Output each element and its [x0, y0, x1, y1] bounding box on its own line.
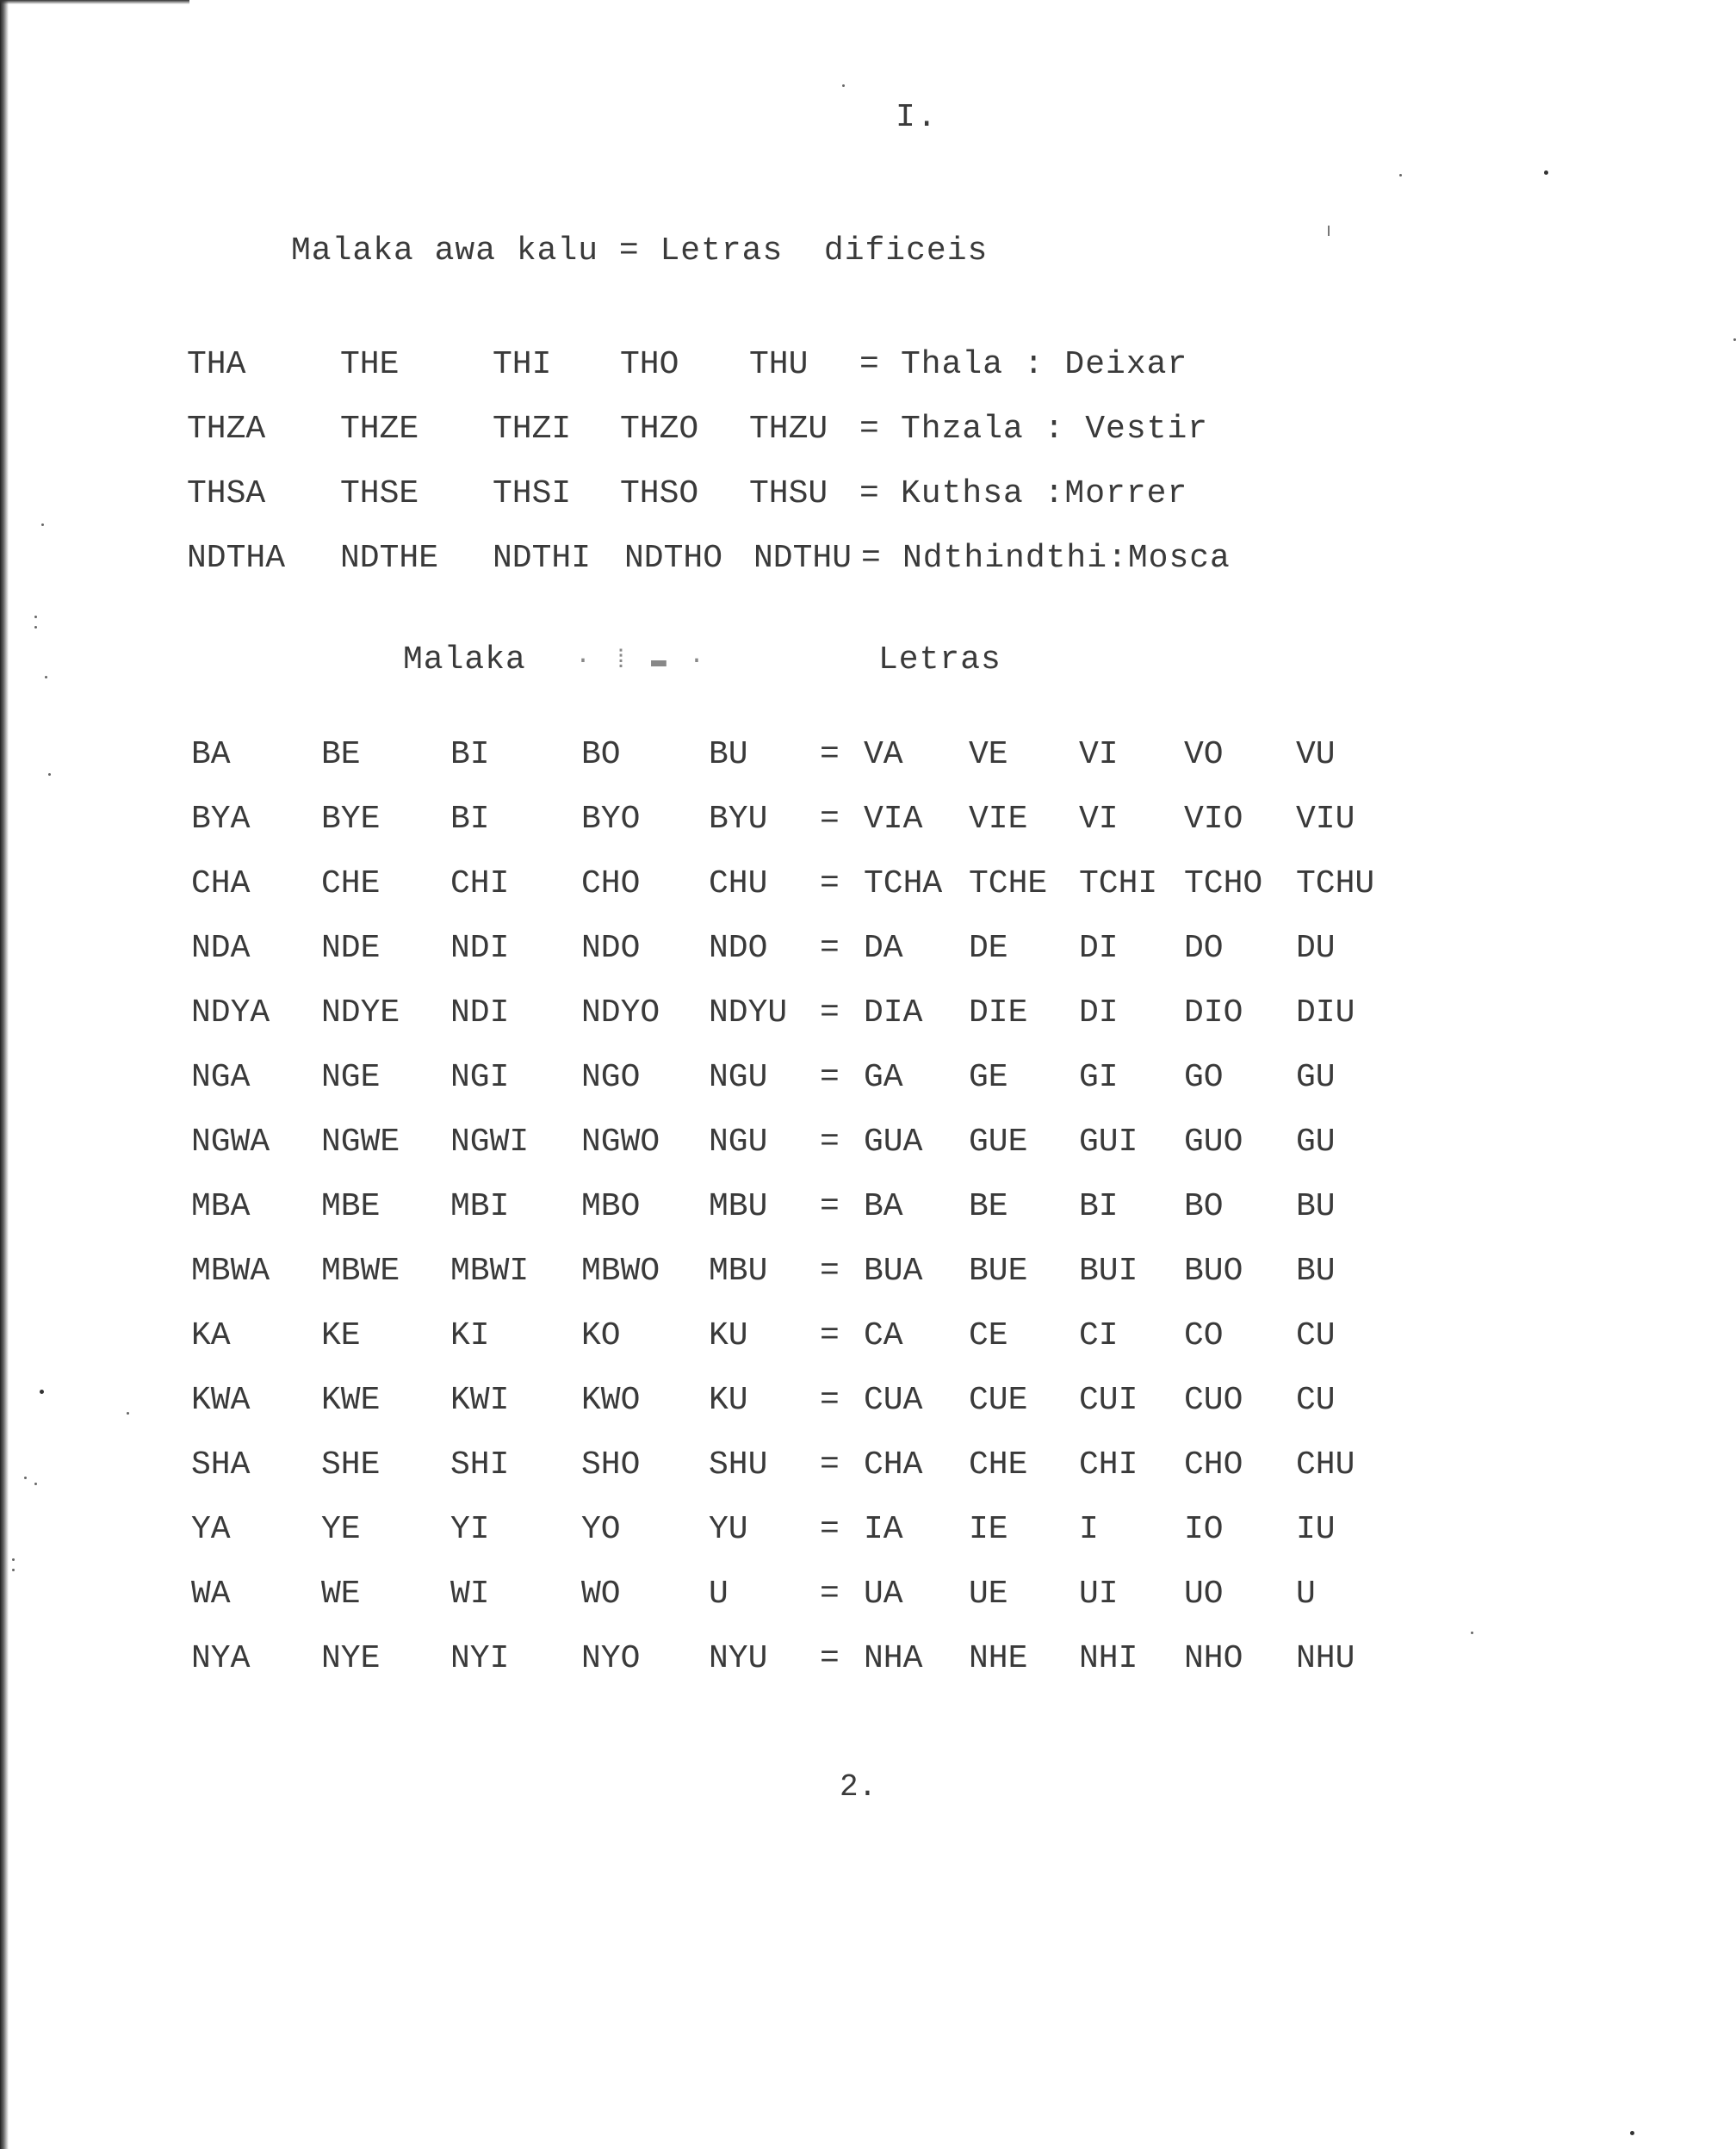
equals-sign: = — [820, 1382, 840, 1419]
portuguese-equivalent: GE — [969, 1059, 1008, 1096]
syllable-row — [0, 1576, 1736, 1619]
syllable: MBE — [321, 1188, 381, 1225]
syllable: KWA — [191, 1382, 251, 1419]
syllable-row — [0, 1511, 1736, 1554]
portuguese-equivalent: VIE — [969, 801, 1028, 838]
syllable: NYA — [191, 1640, 251, 1677]
syllable: NGU — [709, 1124, 768, 1161]
syllable: KI — [450, 1317, 490, 1354]
portuguese-equivalent: CE — [969, 1317, 1008, 1354]
word-translation: Kuthsa :Morrer — [901, 475, 1188, 512]
section-heading-difficult-letters: Malaka awa kalu = Letras dificeis — [291, 232, 989, 269]
syllable: BU — [709, 736, 748, 773]
portuguese-equivalent: BUI — [1079, 1253, 1138, 1290]
portuguese-equivalent: CU — [1296, 1382, 1336, 1419]
syllable: CHI — [450, 865, 510, 902]
syllable: KE — [321, 1317, 361, 1354]
portuguese-equivalent: GUA — [864, 1124, 923, 1161]
syllable: YI — [450, 1511, 490, 1548]
portuguese-equivalent: NHU — [1296, 1640, 1355, 1677]
syllable: NGWO — [581, 1124, 660, 1161]
syllable: NDTHI — [493, 540, 592, 577]
syllable: THO — [620, 346, 679, 383]
portuguese-equivalent: IU — [1296, 1511, 1336, 1548]
syllable: MBWA — [191, 1253, 270, 1290]
syllable: NDO — [709, 930, 768, 967]
syllable: THA — [187, 346, 246, 383]
syllable: THSI — [493, 475, 572, 512]
syllable: KWI — [450, 1382, 510, 1419]
syllable-row — [0, 1188, 1736, 1231]
portuguese-equivalent: VU — [1296, 736, 1336, 773]
heading-word-letras: Letras — [878, 641, 1001, 678]
portuguese-equivalent: CUE — [969, 1382, 1028, 1419]
syllable: MBWO — [581, 1253, 660, 1290]
portuguese-equivalent: BA — [864, 1188, 903, 1225]
portuguese-equivalent: BI — [1079, 1188, 1119, 1225]
syllable: KO — [581, 1317, 621, 1354]
syllable: NYI — [450, 1640, 510, 1677]
syllable-row — [0, 930, 1736, 973]
portuguese-equivalent: GO — [1184, 1059, 1224, 1096]
portuguese-equivalent: DIO — [1184, 994, 1243, 1031]
portuguese-equivalent: DI — [1079, 994, 1119, 1031]
portuguese-equivalent: BUA — [864, 1253, 923, 1290]
equals-sign: = — [820, 994, 840, 1031]
syllable: BYO — [581, 801, 641, 838]
syllable: BI — [450, 801, 490, 838]
syllable: NDI — [450, 930, 510, 967]
syllable: NGWE — [321, 1124, 400, 1161]
syllable: THSO — [620, 475, 699, 512]
portuguese-equivalent: GA — [864, 1059, 903, 1096]
scan-speck — [12, 1558, 15, 1561]
syllable: THU — [749, 346, 809, 383]
portuguese-equivalent: DA — [864, 930, 903, 967]
portuguese-equivalent: BUE — [969, 1253, 1028, 1290]
syllable: THSA — [187, 475, 266, 512]
syllable: WE — [321, 1576, 361, 1613]
syllable: SHU — [709, 1446, 768, 1483]
portuguese-equivalent: NHI — [1079, 1640, 1138, 1677]
syllable: SHA — [191, 1446, 251, 1483]
scan-speck — [1471, 1632, 1473, 1634]
portuguese-equivalent: GUI — [1079, 1124, 1138, 1161]
syllable: THZA — [187, 411, 266, 448]
portuguese-equivalent: UA — [864, 1576, 903, 1613]
portuguese-equivalent: BO — [1184, 1188, 1224, 1225]
scan-edge-top — [0, 0, 189, 4]
syllable: NGA — [191, 1059, 251, 1096]
syllable-row — [0, 1446, 1736, 1489]
syllable: MBU — [709, 1253, 768, 1290]
syllable: MBWI — [450, 1253, 530, 1290]
syllable: CHE — [321, 865, 381, 902]
syllable: KWE — [321, 1382, 381, 1419]
portuguese-equivalent: IA — [864, 1511, 903, 1548]
portuguese-equivalent: BU — [1296, 1253, 1336, 1290]
syllable-row — [0, 865, 1736, 908]
syllable: NDI — [450, 994, 510, 1031]
equals-sign: = — [820, 930, 840, 967]
syllable-row — [0, 994, 1736, 1037]
equals-sign: = — [820, 1446, 840, 1483]
portuguese-equivalent: CUI — [1079, 1382, 1138, 1419]
portuguese-equivalent: GU — [1296, 1124, 1336, 1161]
portuguese-equivalent: DE — [969, 930, 1008, 967]
syllable: SHO — [581, 1446, 641, 1483]
syllable: BYE — [321, 801, 381, 838]
portuguese-equivalent: CHI — [1079, 1446, 1138, 1483]
portuguese-equivalent: DI — [1079, 930, 1119, 967]
portuguese-equivalent: DU — [1296, 930, 1336, 967]
scan-speck — [1544, 170, 1548, 175]
portuguese-equivalent: TCHU — [1296, 865, 1375, 902]
portuguese-equivalent: CHA — [864, 1446, 923, 1483]
section-heading-letters — [403, 641, 1350, 827]
portuguese-equivalent: GU — [1296, 1059, 1336, 1096]
syllable: THZO — [620, 411, 699, 448]
syllable: BI — [450, 736, 490, 773]
syllable: SHE — [321, 1446, 381, 1483]
portuguese-equivalent: VO — [1184, 736, 1224, 773]
syllable: NGE — [321, 1059, 381, 1096]
equals-sign: = — [820, 1317, 840, 1354]
portuguese-equivalent: GUE — [969, 1124, 1028, 1161]
portuguese-equivalent: VIU — [1296, 801, 1355, 838]
syllable: BYA — [191, 801, 251, 838]
portuguese-equivalent: UE — [969, 1576, 1008, 1613]
syllable: BE — [321, 736, 361, 773]
equals-sign: = — [820, 1511, 840, 1548]
syllable-row — [0, 1253, 1736, 1296]
syllable-row — [0, 1382, 1736, 1425]
syllable: YA — [191, 1511, 231, 1548]
equals-sign: = — [820, 1124, 840, 1161]
portuguese-equivalent: CUA — [864, 1382, 923, 1419]
portuguese-equivalent: CUO — [1184, 1382, 1243, 1419]
syllable: NDTHA — [187, 540, 286, 577]
syllable: WA — [191, 1576, 231, 1613]
bottom-page-number: 2. — [840, 1769, 877, 1805]
portuguese-equivalent: IE — [969, 1511, 1008, 1548]
syllable: NGI — [450, 1059, 510, 1096]
portuguese-equivalent: TCHI — [1079, 865, 1158, 902]
syllable: NDYE — [321, 994, 400, 1031]
syllable: KU — [709, 1317, 748, 1354]
syllable: MBA — [191, 1188, 251, 1225]
portuguese-equivalent: TCHA — [864, 865, 943, 902]
portuguese-equivalent: CA — [864, 1317, 903, 1354]
portuguese-equivalent: CO — [1184, 1317, 1224, 1354]
portuguese-equivalent: BE — [969, 1188, 1008, 1225]
equals-sign: = — [859, 346, 879, 383]
syllable: NDO — [581, 930, 641, 967]
portuguese-equivalent: TCHO — [1184, 865, 1263, 902]
portuguese-equivalent: VE — [969, 736, 1008, 773]
syllable: WI — [450, 1576, 490, 1613]
syllable: U — [709, 1576, 728, 1613]
portuguese-equivalent: UI — [1079, 1576, 1119, 1613]
syllable: CHA — [191, 865, 251, 902]
syllable: THE — [340, 346, 400, 383]
syllable: NDTHO — [624, 540, 723, 577]
syllable-row — [0, 801, 1736, 844]
portuguese-equivalent: BUO — [1184, 1253, 1243, 1290]
syllable: KU — [709, 1382, 748, 1419]
portuguese-equivalent: UO — [1184, 1576, 1224, 1613]
word-translation: Thzala : Vestir — [901, 411, 1209, 448]
scan-speck — [12, 1569, 15, 1571]
portuguese-equivalent: NHE — [969, 1640, 1028, 1677]
portuguese-equivalent: CHE — [969, 1446, 1028, 1483]
syllable: WO — [581, 1576, 621, 1613]
syllable: BA — [191, 736, 231, 773]
page-number: I. — [896, 99, 939, 136]
syllable-row — [0, 1124, 1736, 1167]
syllable: THI — [493, 346, 552, 383]
portuguese-equivalent: CHU — [1296, 1446, 1355, 1483]
syllable: YE — [321, 1511, 361, 1548]
syllable: NGWI — [450, 1124, 530, 1161]
syllable-row — [0, 736, 1736, 779]
syllable: CHU — [709, 865, 768, 902]
scan-speck — [842, 84, 845, 87]
equals-sign: = — [820, 1640, 840, 1677]
syllable: THZE — [340, 411, 419, 448]
scan-speck — [1328, 226, 1330, 236]
equals-sign: = — [820, 1188, 840, 1225]
portuguese-equivalent: CHO — [1184, 1446, 1243, 1483]
syllable: MBWE — [321, 1253, 400, 1290]
syllable: NDYU — [709, 994, 788, 1031]
portuguese-equivalent: VI — [1079, 736, 1119, 773]
syllable-row — [0, 540, 1736, 583]
syllable: NGWA — [191, 1124, 270, 1161]
portuguese-equivalent: VI — [1079, 801, 1119, 838]
portuguese-equivalent: DIU — [1296, 994, 1355, 1031]
syllable: THZU — [749, 411, 828, 448]
syllable: NGO — [581, 1059, 641, 1096]
equals-sign: = — [859, 475, 879, 512]
syllable: NYU — [709, 1640, 768, 1677]
syllable: THSE — [340, 475, 419, 512]
equals-sign: = — [820, 865, 840, 902]
portuguese-equivalent: U — [1296, 1576, 1316, 1613]
portuguese-equivalent: VIO — [1184, 801, 1243, 838]
equals-sign: = — [820, 1576, 840, 1613]
portuguese-equivalent: TCHE — [969, 865, 1048, 902]
syllable: NDYA — [191, 994, 270, 1031]
syllable: KWO — [581, 1382, 641, 1419]
portuguese-equivalent: NHO — [1184, 1640, 1243, 1677]
syllable: NDE — [321, 930, 381, 967]
syllable: MBU — [709, 1188, 768, 1225]
syllable: YU — [709, 1511, 748, 1548]
syllable: MBI — [450, 1188, 510, 1225]
smudged-text: · ⁞ ▬ · — [575, 647, 709, 676]
equals-sign: = — [859, 411, 879, 448]
portuguese-equivalent: CI — [1079, 1317, 1119, 1354]
syllable: NDYO — [581, 994, 660, 1031]
syllable: THSU — [749, 475, 828, 512]
scan-speck — [1399, 174, 1402, 177]
syllable: MBO — [581, 1188, 641, 1225]
portuguese-equivalent: VIA — [864, 801, 923, 838]
equals-sign: = — [820, 1059, 840, 1096]
syllable-row — [0, 475, 1736, 518]
syllable: NYO — [581, 1640, 641, 1677]
syllable-row — [0, 411, 1736, 454]
syllable: BYU — [709, 801, 768, 838]
portuguese-equivalent: IO — [1184, 1511, 1224, 1548]
portuguese-equivalent: GUO — [1184, 1124, 1243, 1161]
syllable-row — [0, 1317, 1736, 1360]
portuguese-equivalent: BU — [1296, 1188, 1336, 1225]
equals-sign: = — [820, 736, 840, 773]
portuguese-equivalent: NHA — [864, 1640, 923, 1677]
word-translation: Thala : Deixar — [901, 346, 1188, 383]
syllable-row — [0, 1059, 1736, 1102]
syllable: NDTHU — [753, 540, 852, 577]
syllable: BO — [581, 736, 621, 773]
portuguese-equivalent: DO — [1184, 930, 1224, 967]
syllable-row — [0, 346, 1736, 389]
syllable: NYE — [321, 1640, 381, 1677]
portuguese-equivalent: GI — [1079, 1059, 1119, 1096]
equals-sign: = — [861, 540, 881, 577]
equals-sign: = — [820, 801, 840, 838]
syllable: NDTHE — [340, 540, 439, 577]
syllable: SHI — [450, 1446, 510, 1483]
syllable: THZI — [493, 411, 572, 448]
syllable: NDA — [191, 930, 251, 967]
portuguese-equivalent: CU — [1296, 1317, 1336, 1354]
portuguese-equivalent: DIA — [864, 994, 923, 1031]
scan-speck — [1630, 2131, 1634, 2135]
heading-word-malaka: Malaka — [403, 641, 526, 678]
syllable: KA — [191, 1317, 231, 1354]
syllable: CHO — [581, 865, 641, 902]
portuguese-equivalent: I — [1079, 1511, 1099, 1548]
equals-sign: = — [820, 1253, 840, 1290]
syllable-row — [0, 1640, 1736, 1683]
portuguese-equivalent: DIE — [969, 994, 1028, 1031]
portuguese-equivalent: VA — [864, 736, 903, 773]
syllable: YO — [581, 1511, 621, 1548]
syllable: NGU — [709, 1059, 768, 1096]
word-translation: Ndthindthi:Mosca — [902, 540, 1231, 577]
